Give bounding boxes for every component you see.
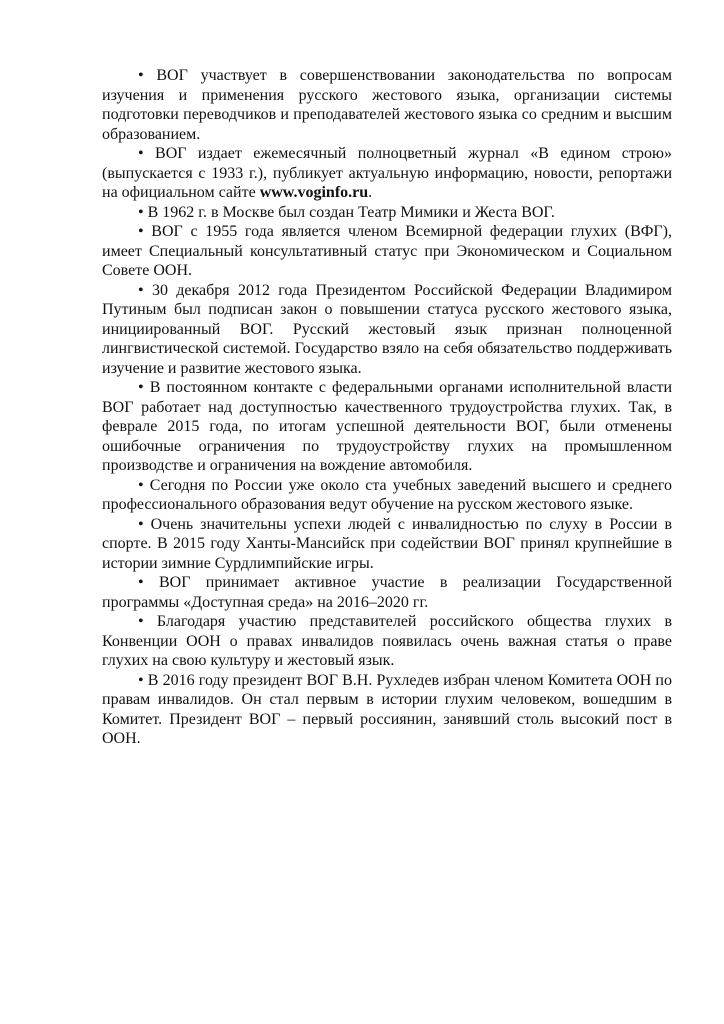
bullet-marker: • <box>138 223 144 240</box>
paragraph-accessible-environment <box>102 573 672 612</box>
paragraph-un-convention <box>102 612 672 671</box>
paragraph-wfd-member <box>102 222 672 281</box>
bullet-marker: • <box>138 515 144 533</box>
bullet-marker: • <box>138 379 144 396</box>
paragraph-text: В 2016 году президент ВОГ В.Н. Рухледев избран членом Комитета ООН по правам инвалидов. Он стал первым в истории глухим человеком, вошедшим в Комитет. Президент ВОГ – первый россиянин, занявший столь высокий пост в ООН. <box>102 671 672 747</box>
paragraph-text: Очень значительны успехи людей с инвалидностью по слуху в России в спорте. В 2015 году Ханты-Мансийск при содействии ВОГ принял крупнейшие в истории зимние Сурдлимпийские игры. <box>102 515 672 572</box>
bullet-marker: • <box>138 145 144 162</box>
website-link[interactable]: www.voginfo.ru <box>259 184 369 201</box>
paragraph-text: ВОГ принимает активное участие в реализации Государственной программы «Доступная среда» на 2016–2020 гг. <box>102 574 673 611</box>
bullet-marker: • <box>138 613 144 630</box>
document-page <box>102 66 672 749</box>
bullet-marker: • <box>138 574 144 591</box>
paragraph-tail: . <box>368 184 373 201</box>
paragraph-theatre <box>102 203 672 223</box>
paragraph-text: ВОГ участвует в совершенствовании законодательства по вопросам изучения и применения русского жестового языка, организации системы подготовки переводчиков и преподавателей жестового языка со средним и высшим образованием. <box>102 67 673 143</box>
paragraph-magazine <box>102 144 672 203</box>
bullet-marker: • <box>138 476 144 494</box>
bullet-marker: • <box>138 67 144 84</box>
paragraph-education <box>102 476 672 515</box>
paragraph-text: ВОГ с 1955 года является членом Всемирной федерации глухих (ВФГ), имеет Специальный консультативный статус при Экономическом и Социальном Совете ООН. <box>102 223 672 279</box>
paragraph-text: В 1962 г. в Москве был создан Театр Мимики и Жеста ВОГ. <box>147 203 555 221</box>
paragraph-sport <box>102 515 672 574</box>
paragraph-text: 30 декабря 2012 года Президентом Российской Федерации Владимиром Путиным был подписан закон о повышении статуса русского жестового языка, инициированный ВОГ. Русский жестовый язык признан полноценной лингвистической системой. Государство взяло на себя обязательство поддерживать изучение и развитие жестового языка. <box>102 281 673 377</box>
paragraph-text: Благодаря участию представителей российского общества глухих в Конвенции ООН о правах инвалидов появилась очень важная статья о праве глухих на свою культуру и жестовый язык. <box>102 613 673 669</box>
bullet-marker: • <box>138 203 144 221</box>
bullet-marker: • <box>138 671 144 689</box>
paragraph-un-committee <box>102 671 672 749</box>
paragraph-text: В постоянном контакте с федеральными органами исполнительной власти ВОГ работает над доступностью качественного трудоустройства глухих. Так, в феврале 2015 года, по итогам успешной деятельности ВОГ, были отменены ошибочные ограничения по трудоустройству глухих на промышленном производстве и ограничения на вождение автомобиля. <box>102 379 673 474</box>
paragraph-text: Сегодня по России уже около ста учебных заведений высшего и среднего профессионального образования ведут обучение на русском жестового языке. <box>102 476 673 513</box>
paragraph-text: ВОГ издает ежемесячный полноцветный журнал «В едином строю» (выпускается с 1933 г.), публикует актуальную информацию, новости, репортажи на официальном сайте <box>102 145 673 201</box>
paragraph-employment <box>102 378 672 476</box>
paragraph-legislation <box>102 66 672 144</box>
bullet-marker: • <box>138 281 144 299</box>
paragraph-sign-language-law <box>102 281 672 379</box>
